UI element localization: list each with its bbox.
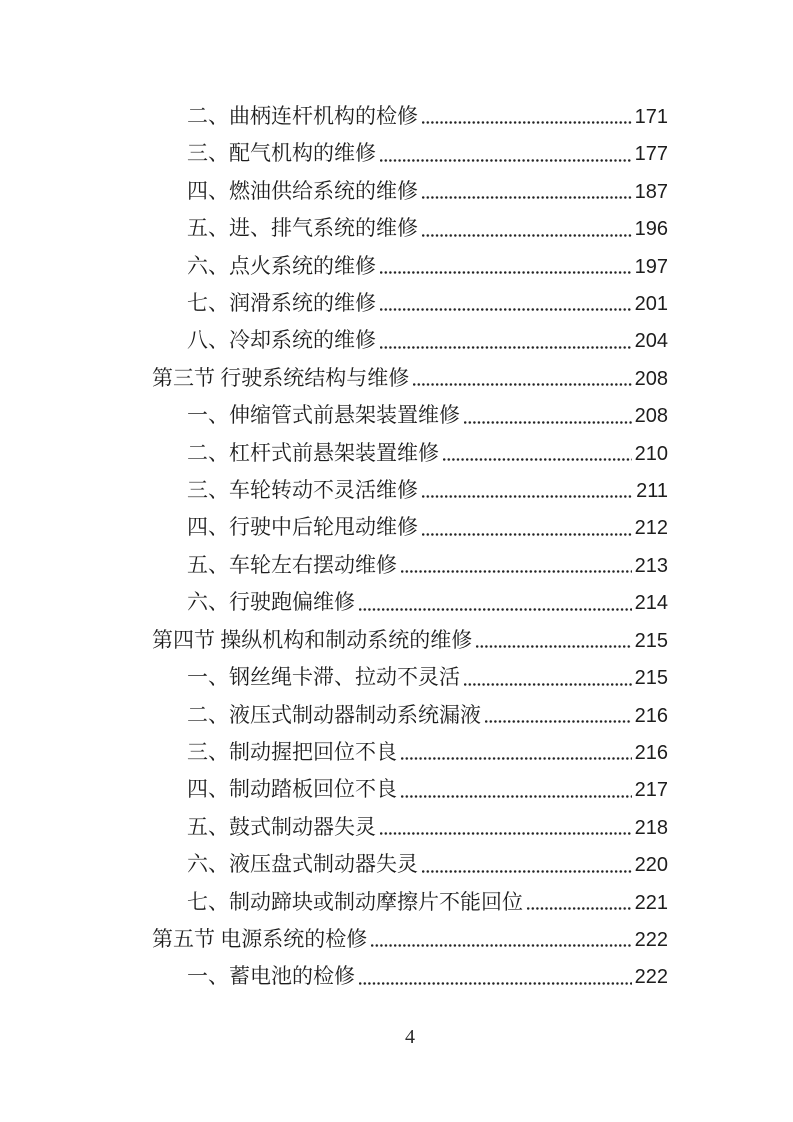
- toc-entry: [152, 547, 668, 584]
- toc-entry-label: 一、伸缩管式前悬架装置维修: [187, 403, 460, 428]
- toc-entry-label: 二、杠杆式前悬架装置维修: [187, 440, 439, 465]
- toc-entry: [152, 322, 668, 359]
- toc-entry-page: 213: [634, 554, 668, 577]
- toc-entry: [152, 734, 668, 771]
- toc-dot-leader: [464, 397, 632, 434]
- toc-entry-label: 一、蓄电池的检修: [187, 964, 355, 989]
- toc-entry-page: 197: [634, 255, 668, 278]
- toc-entry: [152, 248, 668, 285]
- toc-entry-label: 八、冷却系统的维修: [187, 328, 376, 353]
- toc-entry: [152, 135, 668, 172]
- toc-entry-label: 四、燃油供给系统的维修: [187, 178, 418, 203]
- toc-entry-label: 第五节 电源系统的检修: [152, 926, 368, 951]
- toc-entry-page: 216: [634, 704, 668, 727]
- toc-dot-leader: [413, 360, 631, 397]
- toc-dot-leader: [380, 285, 632, 322]
- toc-dot-leader: [401, 771, 632, 808]
- toc-entry-label: 七、制动蹄块或制动摩擦片不能回位: [187, 889, 523, 914]
- toc-entry-page: 208: [634, 367, 668, 390]
- toc-entry-page: 210: [634, 442, 668, 465]
- toc-entry-page: 222: [634, 966, 668, 989]
- toc-entry-label: 三、制动握把回位不良: [187, 739, 397, 764]
- toc-entry-page: 216: [634, 741, 668, 764]
- toc-dot-leader: [476, 622, 631, 659]
- toc-dot-leader: [359, 958, 632, 995]
- toc-dot-leader: [380, 809, 632, 846]
- toc-entry: [152, 397, 668, 434]
- toc-dot-leader: [422, 173, 632, 210]
- toc-entry-page: 221: [634, 891, 668, 914]
- toc-entry-label: 五、进、排气系统的维修: [187, 216, 418, 241]
- toc-entry-label: 五、车轮左右摆动维修: [187, 552, 397, 577]
- toc-entry-page: 196: [634, 218, 668, 241]
- toc-entry-page: 171: [634, 106, 668, 128]
- toc-entry: [152, 622, 668, 659]
- toc-entry-label: 二、曲柄连杆机构的检修: [187, 104, 418, 128]
- toc-entry: [152, 210, 668, 247]
- toc-entry: [152, 173, 668, 210]
- toc-entry-label: 三、车轮转动不灵活维修: [187, 478, 418, 503]
- toc-dot-leader: [485, 697, 632, 734]
- toc-entry: [152, 921, 668, 958]
- toc-list: [152, 98, 668, 996]
- toc-entry-page: 220: [634, 854, 668, 877]
- toc-entry-label: 七、润滑系统的维修: [187, 291, 376, 316]
- toc-entry: [152, 771, 668, 808]
- toc-entry: [152, 472, 668, 509]
- toc-dot-leader: [380, 322, 632, 359]
- toc-entry-page: 215: [634, 667, 668, 690]
- toc-entry: [152, 659, 668, 696]
- toc-entry: [152, 697, 668, 734]
- toc-entry-page: 212: [634, 517, 668, 540]
- toc-dot-leader: [443, 435, 632, 472]
- toc-entry-label: 五、鼓式制动器失灵: [187, 814, 376, 839]
- toc-entry-label: 六、液压盘式制动器失灵: [187, 852, 418, 877]
- toc-dot-leader: [380, 248, 632, 285]
- toc-entry-page: 218: [634, 816, 668, 839]
- toc-entry: [152, 98, 668, 135]
- toc-dot-leader: [422, 98, 632, 135]
- toc-dot-leader: [401, 734, 632, 771]
- toc-entry-page: 201: [634, 293, 668, 316]
- toc-entry-label: 三、配气机构的维修: [187, 141, 376, 166]
- toc-dot-leader: [464, 659, 632, 696]
- toc-dot-leader: [422, 509, 632, 546]
- toc-entry-page: 208: [634, 405, 668, 428]
- toc-entry: [152, 958, 668, 995]
- toc-entry: [152, 509, 668, 546]
- toc-dot-leader: [422, 846, 632, 883]
- toc-entry: [152, 360, 668, 397]
- toc-dot-leader: [359, 584, 632, 621]
- toc-entry: [152, 584, 668, 621]
- toc-entry: [152, 846, 668, 883]
- toc-entry-page: 217: [634, 779, 668, 802]
- toc-entry: [152, 884, 668, 921]
- toc-entry-label: 四、制动踏板回位不良: [187, 777, 397, 802]
- toc-dot-leader: [422, 472, 633, 509]
- toc-dot-leader: [401, 547, 632, 584]
- toc-entry-page: 215: [634, 629, 668, 652]
- toc-entry-page: 211: [636, 480, 668, 503]
- toc-entry-page: 177: [634, 143, 668, 166]
- toc-entry: [152, 435, 668, 472]
- toc-entry-page: 214: [634, 592, 668, 615]
- toc-dot-leader: [422, 210, 632, 247]
- toc-entry: [152, 285, 668, 322]
- toc-entry-label: 六、行驶跑偏维修: [187, 590, 355, 615]
- toc-entry-label: 一、钢丝绳卡滞、拉动不灵活: [187, 665, 460, 690]
- toc-entry-label: 第三节 行驶系统结构与维修: [152, 365, 410, 390]
- footer-page-number: 4: [405, 1026, 415, 1048]
- toc-entry-label: 六、点火系统的维修: [187, 253, 376, 278]
- toc-entry-label: 二、液压式制动器制动系统漏液: [187, 702, 481, 727]
- toc-entry-label: 四、行驶中后轮甩动维修: [187, 515, 418, 540]
- toc-dot-leader: [380, 135, 632, 172]
- toc-entry-page: 222: [634, 928, 668, 951]
- toc-entry-page: 187: [634, 180, 668, 203]
- toc-dot-leader: [527, 884, 632, 921]
- toc-entry: [152, 809, 668, 846]
- toc-dot-leader: [371, 921, 631, 958]
- toc-entry-label: 第四节 操纵机构和制动系统的维修: [152, 627, 473, 652]
- toc-entry-page: 204: [634, 330, 668, 353]
